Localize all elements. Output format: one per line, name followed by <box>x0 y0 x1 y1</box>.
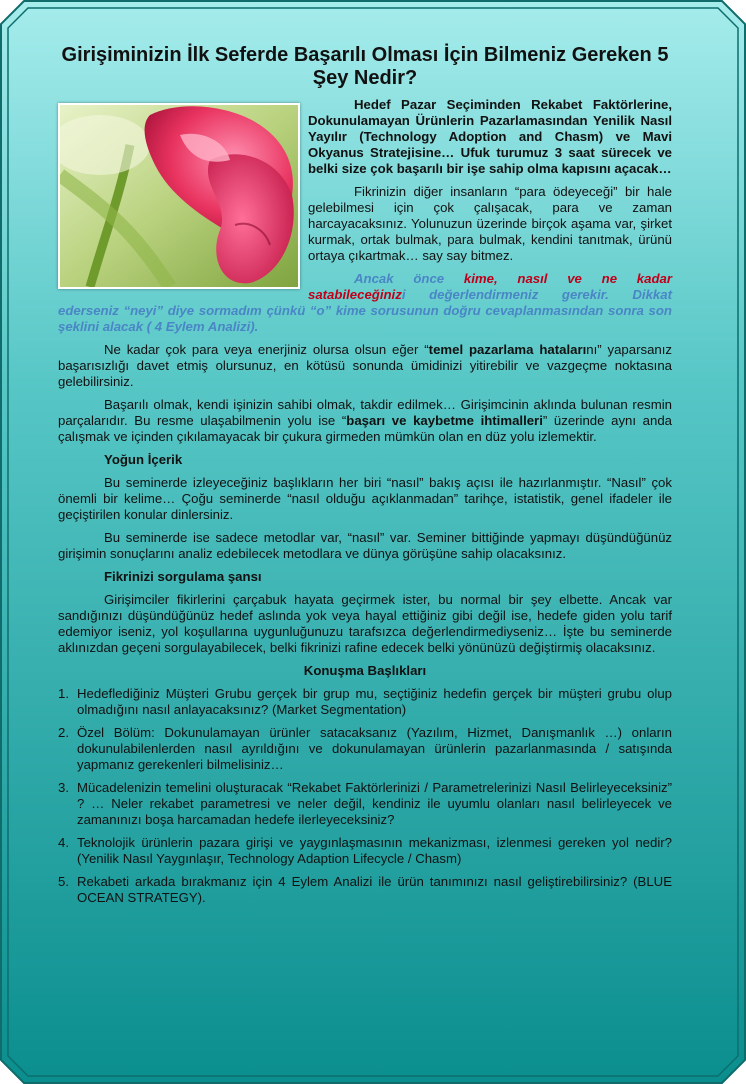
topic-number: 2. <box>58 725 69 740</box>
paragraph-2-bold: temel pazarlama hataları <box>428 342 587 357</box>
topic-number: 3. <box>58 780 69 795</box>
paragraph-3-bold: başarı ve kaybetme ihtimalleri <box>346 413 543 428</box>
topic-item <box>58 780 672 828</box>
paragraph-3-text-a: Başarılı olmak, kendi işinizin sahibi olmak, takdir edilmek… Girişimcinin aklında bulunan resmin parçalarıdır. Bu resme ulaşabilmenin yolu ise “ <box>58 397 672 428</box>
topic-item <box>58 686 672 718</box>
topics-list <box>58 686 672 906</box>
topic-text: Teknolojik ürünlerin pazara girişi ve yaygınlaşmasının mekanizması, izlenmesi gereken yol nedir? (Yenilik Nasıl Yaygınlaşır, Technology Adaption Lifecycle / Chasm) <box>77 835 672 866</box>
topics-heading: Konuşma Başlıkları <box>303 663 427 678</box>
rose-illustration <box>60 105 298 287</box>
paragraph-6: Girişimciler fikirlerini çarçabuk hayata geçirmek ister, bu normal bir şey elbette. Ancak var sandığınızı düşündüğünüz hedef aslında yok veya hayal ettiğiniz gibi değil ise, hedefe giden yolu tarif edemiyor iseniz, yol koşullarına uygunluğunuzu tarafsızca değerlendirmediyseniz… İşte bu seminerde aklınızdan geçeni sorgulayabilecek, belki fikrinizi rafine edecek belki yönünüzü değiştirmiş olacaksınız. <box>58 592 672 655</box>
topic-item <box>58 874 672 906</box>
page-title: Girişiminizin İlk Seferde Başarılı Olması İçin Bilmeniz Gereken 5 Şey Nedir? <box>61 44 669 89</box>
highlight-red-phrase: kime, nasıl ve ne kadar satabileceğiniz <box>308 271 672 302</box>
topic-text: Özel Bölüm: Dokunulamayan ürünler satacaksanız (Yazılım, Hizmet, Danışmanlık …) onların dokunulabilenlerden nasıl ayrıldığını ve dokunulamayan ürünlerin pazarlanmasında / satışında yapmanız gerekenleri bilmelisiniz… <box>77 725 672 772</box>
paragraph-1: Fikrinizin diğer insanların “para ödeyeceği” bir hale gelebilmesi için çok çalışacak, para ve zaman harcayacaksınız. Yolunuzun üzerinde birçok aşama var, şirket kurmak, ortak bulmak, para bulmak, kendini tanıtmak, ürünü ortaya çıkartmak… say say bitmez. <box>308 184 672 263</box>
intro-paragraph: Hedef Pazar Seçiminden Rekabet Faktörlerine, Dokunulamayan Ürünlerin Pazarlamasından Yenilik Nasıl Yayılır (Technology Adoption and Chasm) ve Mavi Okyanus Stratejisine… Ufuk turumuz 3 saat sürecek ve belki size çok başarılı bir işe sahip olma kapısını açacak… <box>308 97 672 176</box>
rose-photo <box>58 103 300 289</box>
paragraph-2 <box>58 342 672 390</box>
topic-text: Hedeflediğiniz Müşteri Grubu gerçek bir grup mu, seçtiğiniz hedefin gerçek bir müşteri grubu olup olmadığını nasıl anlayacaksınız? (Market Segmentation) <box>77 686 672 717</box>
paragraph-4: Bu seminerde izleyeceğiniz başlıkların her biri “nasıl” bakış açısı ile hazırlanmıştır. “Nasıl” çok önemli bir kelime… Çoğu seminerde “nasıl olduğu açıklanmadan” tarihçe, istatistik, genel ifadeler ile geçiştirilen konular dinlersiniz. <box>58 475 672 522</box>
topic-text: Mücadelenizin temelini oluşturacak “Rekabet Faktörlerinizi / Parametrelerinizi Nasıl Belirleyeceksiniz” ? … Neler rekabet parametresi ve neler değil, kendiniz ile uyumlu olanları nasıl belirleyecek ve zamanınızı boşa harcamadan hedefe ilerleyeceksiniz? <box>77 780 672 827</box>
paragraph-5: Bu seminerde ise sadece metodlar var, “nasıl” var. Seminer bittiğinde yapmayı düşündüğünüz girişimin sonuçlarını analiz edebilecek metodlara ve dünya görüşüne sahip olacaksınız. <box>58 530 672 561</box>
topic-number: 5. <box>58 874 69 889</box>
topic-text: Rekabeti arkada bırakmanız için 4 Eylem Analizi ile ürün tanımınızı nasıl geliştirebilirsiniz? (BLUE OCEAN STRATEGY). <box>77 874 672 905</box>
highlight-part-1: Ancak önce <box>354 271 464 286</box>
highlight-part-2: i değerlendirmeniz gerekir. Dikkat ederseniz “neyi” diye sormadım çünkü “o” kime sorusunun doğru cevaplanmasından sonra son şeklini alacak ( 4 Eylem Analizi). <box>58 287 672 334</box>
paragraph-2-text-a: Ne kadar çok para veya enerjiniz olursa olsun eğer “ <box>104 342 429 357</box>
topic-number: 4. <box>58 835 69 850</box>
subheading-question-idea: Fikrinizi sorgulama şansı <box>104 569 262 584</box>
paragraph-3-text-c: ” üzerinde aynı anda çalışmak ve içinden çıkılamayacak bir çukura girmeden mümkün olan en düz yolu izlemektir. <box>58 413 673 444</box>
article <box>58 44 672 913</box>
paragraph-2-text-c: nı” yaparsanız başarısızlığı davet etmiş olursunuz, en kötüsü sonunda ümidinizi yitirebilir ve vazgeçme noktasına gelebilirsiniz. <box>58 342 673 389</box>
topic-item <box>58 835 672 867</box>
paragraph-3 <box>58 397 672 445</box>
topic-item <box>58 725 672 773</box>
topic-number: 1. <box>58 686 69 701</box>
subheading-intense-content: Yoğun İçerik <box>104 452 183 467</box>
